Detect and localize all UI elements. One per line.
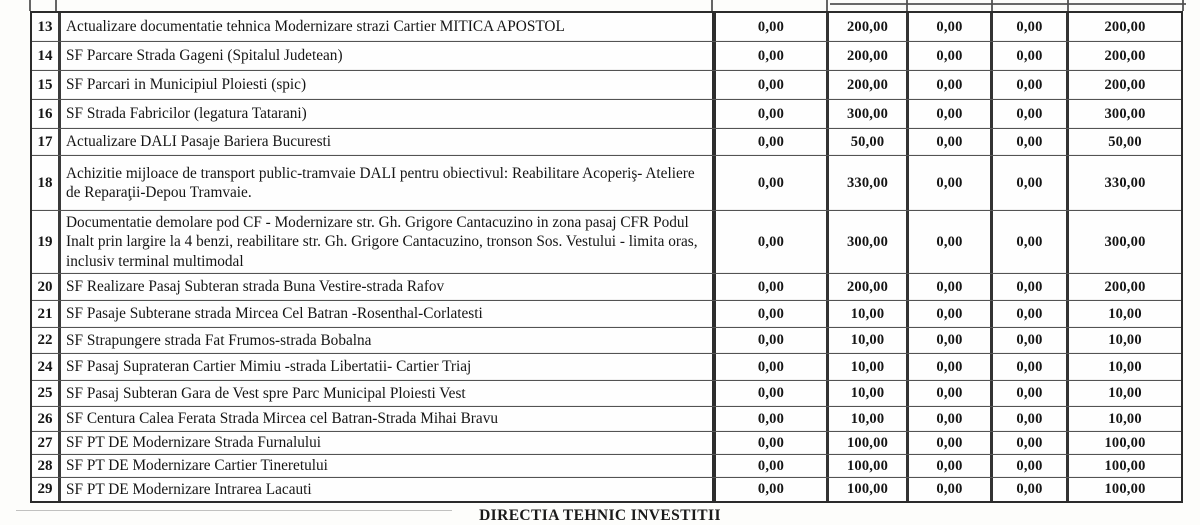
amount-cell-2: 300,00 [826,100,906,128]
row-number-cell: 25 [37,385,53,401]
amount-cell-5: 330,00 [1066,156,1181,210]
amount-cell-5: 10,00 [1066,354,1181,380]
amount-cell-5: 200,00 [1066,13,1181,41]
amount-cell-5: 200,00 [1066,71,1181,99]
amount-cell-4: 0,00 [990,354,1066,380]
row-number-cell: 18 [37,174,53,191]
amount-cell-1: 0,00 [712,274,826,300]
amount-cell-3: 0,00 [906,478,990,501]
row-number-cell: 19 [37,233,53,250]
row-number-cell: 17 [37,133,53,150]
amount-cell-5: 100,00 [1066,478,1181,501]
amount-cell-3: 0,00 [906,211,990,273]
amount-cell-4: 0,00 [990,100,1066,128]
amount-cell-4: 0,00 [990,71,1066,99]
row-number-cell: 28 [37,457,53,474]
row-number-cell: 26 [37,410,53,427]
amount-cell-1: 0,00 [712,455,826,477]
row-number-cell: 16 [37,105,53,122]
amount-cell-4: 0,00 [990,381,1066,406]
scan-grid-stub [991,0,993,11]
amount-cell-2: 100,00 [826,432,906,454]
scan-grid-stub [906,0,908,11]
amount-cell-5: 10,00 [1066,301,1181,327]
table-row [32,156,1181,211]
table-row [32,455,1181,478]
row-number-cell: 13 [37,18,53,35]
table-row [32,129,1181,156]
amount-cell-1: 0,00 [712,13,826,41]
amount-cell-3: 0,00 [906,129,990,155]
amount-cell-1: 0,00 [712,381,826,406]
row-number-cell: 27 [37,434,53,451]
amount-cell-5: 200,00 [1066,42,1181,70]
amount-cell-1: 0,00 [712,71,826,99]
scan-grid-stub [1182,0,1184,11]
amount-cell-2: 330,00 [826,156,906,210]
amount-cell-4: 0,00 [990,455,1066,477]
amount-cell-4: 0,00 [990,13,1066,41]
amount-cell-4: 0,00 [990,129,1066,155]
table-row [32,354,1181,381]
description-cell: SF PT DE Modernizare Cartier Tineretului [58,455,712,477]
amount-cell-1: 0,00 [712,432,826,454]
amount-cell-4: 0,00 [990,301,1066,327]
table-row [32,381,1181,407]
description-cell: SF Pasaj Suprateran Cartier Mimiu -strada Libertatii- Cartier Triaj [58,354,712,380]
row-number-cell: 15 [37,76,53,93]
table-row [32,71,1181,100]
amount-cell-5: 200,00 [1066,274,1181,300]
amount-cell-1: 0,00 [712,354,826,380]
table-row [32,100,1181,129]
amount-cell-2: 200,00 [826,274,906,300]
amount-cell-3: 0,00 [906,274,990,300]
table-row [32,328,1181,354]
description-cell: Actualizare documentatie tehnica Modernizare strazi Cartier MITICA APOSTOL [58,13,712,41]
amount-cell-2: 50,00 [826,129,906,155]
amount-cell-3: 0,00 [906,354,990,380]
amount-cell-5: 100,00 [1066,432,1181,454]
description-cell: SF Parcare Strada Gageni (Spitalul Judetean) [58,42,712,70]
amount-cell-3: 0,00 [906,328,990,353]
scan-artifact-line [830,3,1186,5]
table-row [32,478,1181,501]
amount-cell-1: 0,00 [712,100,826,128]
description-cell: SF Pasaje Subterane strada Mircea Cel Batran -Rosenthal-Corlatesti [58,301,712,327]
amount-cell-2: 100,00 [826,478,906,501]
amount-cell-4: 0,00 [990,211,1066,273]
description-cell: SF Strada Fabricilor (legatura Tatarani) [58,100,712,128]
amount-cell-1: 0,00 [712,42,826,70]
row-number-cell: 20 [37,278,53,295]
row-number-cell: 21 [37,305,53,322]
amount-cell-2: 10,00 [826,328,906,353]
row-number-cell: 24 [37,358,53,375]
amount-cell-1: 0,00 [712,129,826,155]
description-cell: SF Pasaj Subteran Gara de Vest spre Parc Municipal Ploiesti Vest [58,381,712,406]
description-cell: SF Realizare Pasaj Subteran strada Buna Vestire-strada Rafov [58,274,712,300]
amount-cell-3: 0,00 [906,432,990,454]
amount-cell-2: 10,00 [826,301,906,327]
description-cell: Documentatie demolare pod CF - Modernizare str. Gh. Grigore Cantacuzino in zona pasaj CFR Podul Inalt prin largire la 4 benzi, reabilitare str. Gh. Grigore Cantacuzino, tronson Sos. Vestului - limita oras, inclusiv terminal multimodal [58,211,712,273]
amount-cell-4: 0,00 [990,42,1066,70]
table-row [32,42,1181,71]
table-row [32,13,1181,42]
amount-cell-4: 0,00 [990,274,1066,300]
table-row [32,407,1181,432]
amount-cell-2: 200,00 [826,13,906,41]
scan-grid-stub [29,0,31,11]
table-row [32,432,1181,455]
amount-cell-4: 0,00 [990,328,1066,353]
scan-grid-stub [55,0,57,11]
amount-cell-2: 200,00 [826,42,906,70]
amount-cell-3: 0,00 [906,71,990,99]
description-cell: SF Centura Calea Ferata Strada Mircea cel Batran-Strada Mihai Bravu [58,407,712,431]
amount-cell-3: 0,00 [906,13,990,41]
amount-cell-4: 0,00 [990,156,1066,210]
amount-cell-1: 0,00 [712,478,826,501]
amount-cell-2: 10,00 [826,407,906,431]
amount-cell-1: 0,00 [712,211,826,273]
amount-cell-2: 200,00 [826,71,906,99]
amount-cell-3: 0,00 [906,407,990,431]
amount-cell-4: 0,00 [990,432,1066,454]
row-number-cell: 22 [37,332,53,348]
row-number-cell: 29 [37,481,53,497]
amount-cell-2: 10,00 [826,354,906,380]
row-number-cell: 14 [37,47,53,64]
amount-cell-2: 10,00 [826,381,906,406]
amount-cell-3: 0,00 [906,100,990,128]
amount-cell-3: 0,00 [906,381,990,406]
description-cell: SF Parcari in Municipiul Ploiesti (spic) [58,71,712,99]
amount-cell-5: 10,00 [1066,328,1181,353]
scan-grid-stub [711,0,713,11]
table-row [32,211,1181,274]
amount-cell-2: 100,00 [826,455,906,477]
amount-cell-1: 0,00 [712,328,826,353]
amount-cell-3: 0,00 [906,42,990,70]
table-row [32,301,1181,328]
amount-cell-4: 0,00 [990,407,1066,431]
description-cell: SF PT DE Modernizare Intrarea Lacauti [58,478,712,501]
amount-cell-5: 10,00 [1066,381,1181,406]
scan-grid-stub [826,0,828,11]
amount-cell-1: 0,00 [712,407,826,431]
investments-table [30,11,1183,503]
amount-cell-3: 0,00 [906,455,990,477]
scan-grid-stub [1067,0,1069,11]
description-cell: Achizitie mijloace de transport public-tramvaie DALI pentru obiectivul: Reabilitare Acoperiş- Ateliere de Reparaţii-Depou Tramvaie. [58,156,712,210]
amount-cell-5: 300,00 [1066,211,1181,273]
description-cell: SF Strapungere strada Fat Frumos-strada Bobalna [58,328,712,353]
amount-cell-4: 0,00 [990,478,1066,501]
amount-cell-5: 50,00 [1066,129,1181,155]
amount-cell-2: 300,00 [826,211,906,273]
description-cell: Actualizare DALI Pasaje Bariera Bucuresti [58,129,712,155]
footer-department-title: DIRECTIA TEHNIC INVESTITII [479,507,721,524]
description-cell: SF PT DE Modernizare Strada Furnalului [58,432,712,454]
amount-cell-5: 100,00 [1066,455,1181,477]
amount-cell-3: 0,00 [906,156,990,210]
table-row [32,274,1181,301]
amount-cell-5: 300,00 [1066,100,1181,128]
amount-cell-1: 0,00 [712,156,826,210]
amount-cell-5: 10,00 [1066,407,1181,431]
amount-cell-3: 0,00 [906,301,990,327]
amount-cell-1: 0,00 [712,301,826,327]
